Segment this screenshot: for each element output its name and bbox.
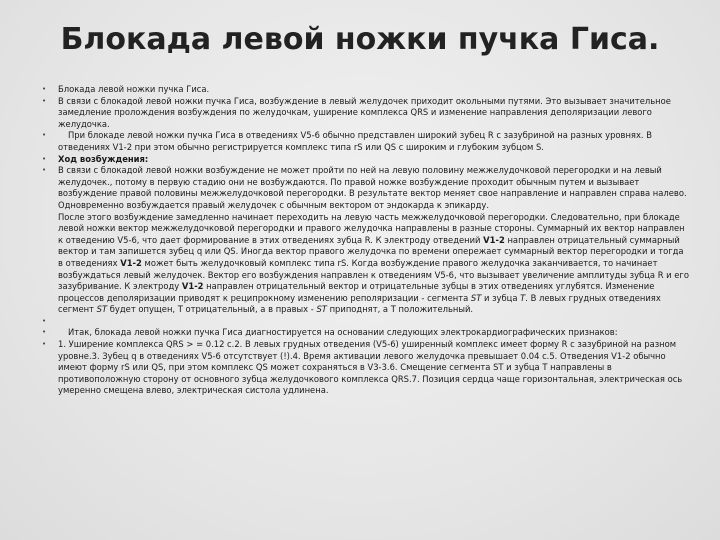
slide-title: Блокада левой ножки пучка Гиса.	[60, 22, 660, 57]
list-item: • Блокада левой ножки пучка Гиса.	[58, 84, 690, 96]
list-item: • В связи с блокадой левой ножки возбуждение не может пройти по ней на левую половину межжелудочковой перегородки и на левый желудочек., потому в первую стадию они не возбуждаются. По правой ножке возбуждение проходит обычным путем и вызывает возбуждение правой половины межжелудочковой перегородки. В результате вектор меняет свое направление и направлен справа налево. Одновременно возбуждается правый желудочек с обычным вектором от эндокарда к эпикарду. После этого возбуждение замедленно начинает переходить на левую часть межжелудочковой перегородки. Следовательно, при блокаде левой ножки вектор межжелудочковой перегородки и правого желудочка направлены в разные стороны. Суммарный их вектор направлен к отведению V5-6, что дает формирование в этих отведениях зубца R. К электроду отведений V1-2 направлен отрицательный суммарный вектор и там запишется зубец q или QS. Иногда вектор правого желудочка по времени опережает суммарный вектор перегородки и тогда в отведениях V1-2 может быть желудочковый комплекс типа rS. Когда возбуждение правого желудочка заканчивается, то начинает возбуждаться левый желудочек. Вектор его возбуждения направлен к отведениям V5-6, что вызывает увеличение амплитуды зубца R и его зазубривание. К электроду V1-2 направлен отрицательный вектор и отрицательные зубцы в этих отведениях углубятся. Изменение процессов деполяризации приводят к реципрокному изменению реполяризации - сегмента ST и зубца T. В левых грудных отведениях сегмент ST будет опущен, Т отрицательный, а в правых - ST приподнят, а Т положительный.	[58, 165, 690, 316]
list-item-empty	[58, 316, 690, 328]
list-item: • При блокаде левой ножки пучка Гиса в отведениях V5-6 обычно представлен широкий зубец R с зазубриной на разных уровнях. В отведениях V1-2 при этом обычно регистрируется комплекс типа rS или QS с широким и глубоким зубцом S.	[58, 130, 690, 153]
list-item: • 1. Уширение комплекса QRS > = 0.12 с.2. В левых грудных отведения (V5-6) уширенный комплекс имеет форму R с зазубриной на разном уровне.3. Зубец q в отведениях V5-6 отсутствует (!).4. Время активации левого желудочка превышает 0.04 с.5. Отведения V1-2 обычно имеют форму rS или QS, при этом комплекс QS может сохраняться в V3-3.6. Смещение сегмента ST и зубца T направлены в противоположную сторону от основного зубца желудочкового комплекса QRS.7. Позиция сердца чаще горизонтальная, электрическая ось умеренно смещена влево, электрическая систола удлинена.	[58, 339, 690, 397]
list-item: • Ход возбуждения:	[58, 154, 690, 166]
list-item: • В связи с блокадой левой ножки пучка Гиса, возбуждение в левый желудочек приходит окольными путями. Это вызывает значительное замедление пролождения возбуждения по желудочкам, уширение комплекса QRS и изменение направления деполяризации левого желудочка.	[58, 96, 690, 131]
content-list	[58, 84, 690, 397]
list-item: • Итак, блокада левой ножки пучка Гиса диагностируется на основании следующих электрокардиографических признаков:	[58, 327, 690, 339]
